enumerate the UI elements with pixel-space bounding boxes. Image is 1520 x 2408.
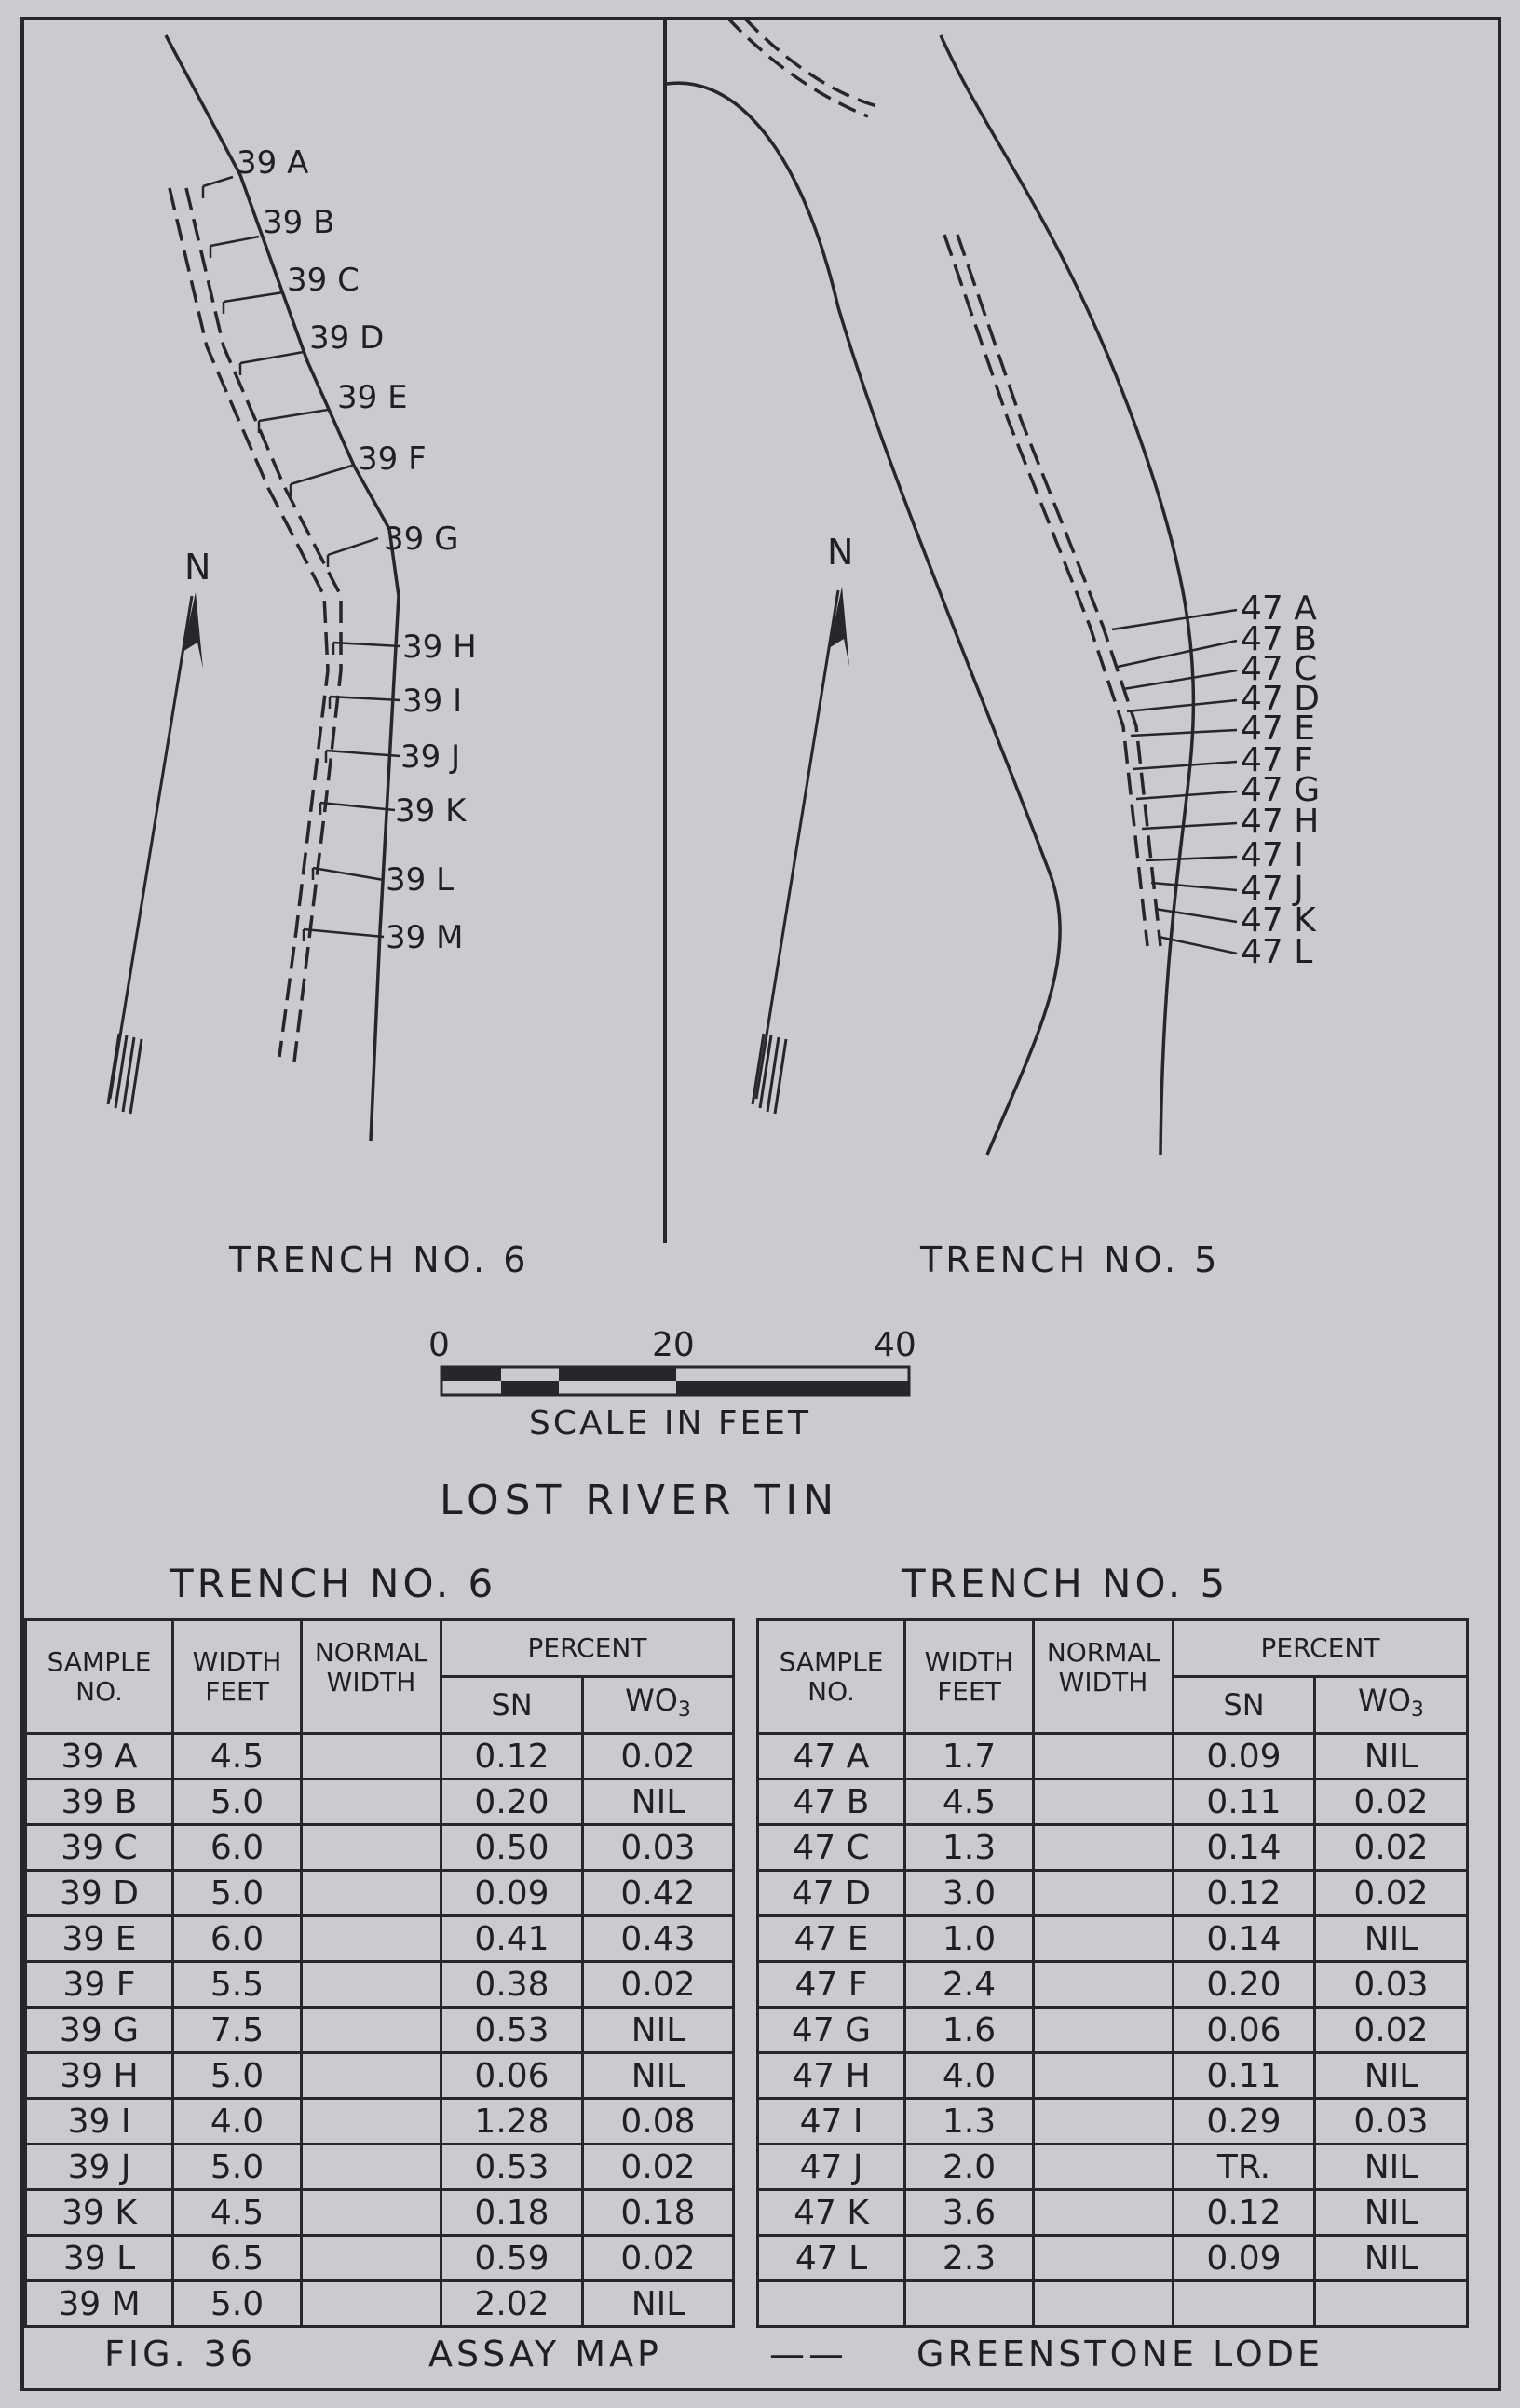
sample-label: 47 G xyxy=(1241,771,1321,809)
cell-wo3: 0.03 xyxy=(583,1825,734,1871)
sample-label: 39 G xyxy=(384,521,459,558)
cell-sn: 0.59 xyxy=(441,2236,583,2281)
cell-width: 1.3 xyxy=(905,1825,1034,1871)
cell-normal xyxy=(1034,1825,1174,1871)
main-title: LOST RIVER TIN xyxy=(440,1477,840,1524)
cell-normal xyxy=(1034,1734,1174,1779)
cell-width: 2.3 xyxy=(905,2236,1034,2281)
table-row xyxy=(26,1825,734,1871)
trench5-sample-labels xyxy=(1241,589,1320,971)
cell-sample: 47 F xyxy=(758,1962,905,2008)
cell-sn: TR. xyxy=(1174,2144,1315,2190)
cell-width: 5.0 xyxy=(173,2144,302,2190)
cell-normal xyxy=(1034,2008,1174,2053)
cell-sample: 39 D xyxy=(26,1871,173,1916)
sn-header: SN xyxy=(441,1677,583,1734)
wo3-header: $WO_3$ xyxy=(1315,1677,1468,1734)
cell-width: 5.0 xyxy=(173,2281,302,2327)
cell-width: 5.0 xyxy=(173,1871,302,1916)
cell-normal xyxy=(1034,1871,1174,1916)
trench5-assay-table xyxy=(756,1618,1469,2328)
sample-label: 47 F xyxy=(1241,741,1313,779)
cell-wo3: NIL xyxy=(1315,2053,1468,2099)
table-row xyxy=(758,1779,1468,1825)
table-row xyxy=(26,2008,734,2053)
cell-sample: 47 I xyxy=(758,2099,905,2144)
figure-dash: —— xyxy=(769,2334,848,2374)
cell-normal xyxy=(1034,1916,1174,1962)
cell-sample: 47 D xyxy=(758,1871,905,1916)
sample-label: 39 C xyxy=(287,262,360,299)
cell-normal xyxy=(302,2190,441,2236)
table-row xyxy=(26,1962,734,2008)
cell-sn: 0.20 xyxy=(1174,1962,1315,2008)
sample-label: 39 E xyxy=(337,379,408,416)
cell-wo3: 0.02 xyxy=(1315,1871,1468,1916)
cell-normal xyxy=(302,1734,441,1779)
cell-sn: 0.11 xyxy=(1174,2053,1315,2099)
sample-label: 47 A xyxy=(1241,589,1317,628)
table-row xyxy=(758,2236,1468,2281)
cell-sn: 0.14 xyxy=(1174,1916,1315,1962)
cell-wo3: 0.02 xyxy=(1315,2008,1468,2053)
table-row xyxy=(758,2144,1468,2190)
cell-wo3: 0.02 xyxy=(583,2236,734,2281)
table-row xyxy=(758,1871,1468,1916)
cell-sn: 0.14 xyxy=(1174,1825,1315,1871)
cell-sample: 47 C xyxy=(758,1825,905,1871)
cell-normal xyxy=(1034,2053,1174,2099)
cell-normal xyxy=(1034,1779,1174,1825)
sample-label: 47 K xyxy=(1241,901,1316,940)
scale-tick-label: 0 xyxy=(428,1326,450,1364)
cell-width: 6.0 xyxy=(173,1916,302,1962)
width-feet-header: WIDTH FEET xyxy=(905,1620,1034,1734)
left-panel-title: TRENCH NO. 6 xyxy=(229,1239,530,1280)
table-header-row xyxy=(758,1620,1468,1677)
wo3-header: $WO_3$ xyxy=(583,1677,734,1734)
width-feet-header: WIDTH FEET xyxy=(173,1620,302,1734)
cell-sample: 47 J xyxy=(758,2144,905,2190)
table-row xyxy=(758,2008,1468,2053)
cell-normal xyxy=(302,1871,441,1916)
river-bank-left xyxy=(667,83,1060,1155)
north-label: N xyxy=(184,547,211,588)
cell-wo3: 0.18 xyxy=(583,2190,734,2236)
sample-label: 39 A xyxy=(237,144,309,182)
cell-sn: 0.09 xyxy=(441,1871,583,1916)
sample-label: 39 H xyxy=(402,629,477,666)
cell-width: 3.0 xyxy=(905,1871,1034,1916)
upper-road-b xyxy=(745,19,880,107)
cell-wo3: NIL xyxy=(1315,1916,1468,1962)
cell-width: 7.5 xyxy=(173,2008,302,2053)
table-row xyxy=(26,2236,734,2281)
cell-sample: 39 J xyxy=(26,2144,173,2190)
cell-sn: 0.12 xyxy=(1174,2190,1315,2236)
cell-normal xyxy=(302,2144,441,2190)
table-row xyxy=(758,1825,1468,1871)
cell-sn: 0.53 xyxy=(441,2144,583,2190)
cell-normal xyxy=(302,1962,441,2008)
sample-label: 47 J xyxy=(1241,870,1304,908)
trench6-outline xyxy=(166,35,399,1141)
sample-label: 39 M xyxy=(386,919,464,956)
cell-width: 2.4 xyxy=(905,1962,1034,2008)
cell-sn: 0.06 xyxy=(441,2053,583,2099)
sample-no-header: SAMPLE NO. xyxy=(758,1620,905,1734)
table-row xyxy=(758,1962,1468,2008)
cell-wo3: NIL xyxy=(583,2053,734,2099)
cell-width: 2.0 xyxy=(905,2144,1034,2190)
cell-normal xyxy=(1034,2281,1174,2327)
sample-label: 39 J xyxy=(400,738,461,776)
north-arrow-right xyxy=(753,532,853,1114)
cell-sn: 0.09 xyxy=(1174,1734,1315,1779)
cell-wo3: NIL xyxy=(1315,2144,1468,2190)
cell-width xyxy=(905,2281,1034,2327)
sample-label: 39 I xyxy=(402,683,463,720)
trench6-table-title: TRENCH NO. 6 xyxy=(170,1561,497,1606)
cell-sn: 0.12 xyxy=(1174,1871,1315,1916)
cell-sn: 0.38 xyxy=(441,1962,583,2008)
cell-normal xyxy=(1034,1962,1174,2008)
cell-width: 4.5 xyxy=(173,1734,302,1779)
sample-label: 39 B xyxy=(263,204,335,241)
cell-wo3: NIL xyxy=(583,2281,734,2327)
cell-sample: 39 K xyxy=(26,2190,173,2236)
cell-sample xyxy=(758,2281,905,2327)
sample-label: 47 I xyxy=(1241,836,1304,874)
scale-tick-label: 40 xyxy=(874,1326,916,1364)
cell-width: 3.6 xyxy=(905,2190,1034,2236)
cell-width: 1.7 xyxy=(905,1734,1034,1779)
cell-normal xyxy=(1034,2099,1174,2144)
table-row xyxy=(758,2190,1468,2236)
table-row xyxy=(26,1916,734,1962)
cell-width: 5.0 xyxy=(173,2053,302,2099)
cell-wo3: 0.02 xyxy=(583,1962,734,2008)
table-row xyxy=(26,1734,734,1779)
sample-label: 47 L xyxy=(1241,933,1313,971)
cell-sample: 39 M xyxy=(26,2281,173,2327)
percent-header: PERCENT xyxy=(441,1620,734,1677)
trench5-dashed-inner xyxy=(957,235,1160,946)
cell-normal xyxy=(1034,2236,1174,2281)
cell-wo3: 0.08 xyxy=(583,2099,734,2144)
river-bank-right xyxy=(941,35,1193,1155)
cell-normal xyxy=(302,1916,441,1962)
cell-sn: 0.12 xyxy=(441,1734,583,1779)
cell-wo3: NIL xyxy=(1315,2236,1468,2281)
cell-normal xyxy=(302,1825,441,1871)
scale-label: SCALE IN FEET xyxy=(529,1404,812,1442)
cell-sn: 0.53 xyxy=(441,2008,583,2053)
cell-normal xyxy=(302,2099,441,2144)
cell-sample: 47 L xyxy=(758,2236,905,2281)
sample-label: 47 D xyxy=(1241,680,1320,718)
cell-wo3 xyxy=(1315,2281,1468,2327)
cell-wo3: 0.02 xyxy=(1315,1825,1468,1871)
cell-width: 4.5 xyxy=(173,2190,302,2236)
table-row xyxy=(26,2053,734,2099)
cell-sample: 39 I xyxy=(26,2099,173,2144)
table-row xyxy=(758,2053,1468,2099)
cell-sn: 0.20 xyxy=(441,1779,583,1825)
scale-tick-label: 20 xyxy=(652,1326,695,1364)
table-row xyxy=(26,1779,734,1825)
table-row xyxy=(26,2281,734,2327)
cell-width: 5.0 xyxy=(173,1779,302,1825)
table-row xyxy=(26,2190,734,2236)
cell-wo3: NIL xyxy=(1315,2190,1468,2236)
north-arrow-tail xyxy=(108,1034,142,1114)
cell-normal xyxy=(302,2053,441,2099)
cell-sample: 39 H xyxy=(26,2053,173,2099)
sn-header: SN xyxy=(1174,1677,1315,1734)
percent-header: PERCENT xyxy=(1174,1620,1468,1677)
sample-label: 47 C xyxy=(1241,650,1318,688)
cell-normal xyxy=(302,2008,441,2053)
cell-sn: 2.02 xyxy=(441,2281,583,2327)
cell-sn: 0.50 xyxy=(441,1825,583,1871)
cell-width: 4.0 xyxy=(173,2099,302,2144)
sample-label: 47 B xyxy=(1241,620,1317,658)
sample-label: 39 F xyxy=(358,440,427,478)
cell-sn: 1.28 xyxy=(441,2099,583,2144)
cell-sample: 39 F xyxy=(26,1962,173,2008)
cell-sample: 47 H xyxy=(758,2053,905,2099)
cell-wo3: 0.02 xyxy=(583,2144,734,2190)
north-label: N xyxy=(827,532,854,573)
cell-sn xyxy=(1174,2281,1315,2327)
cell-sample: 47 B xyxy=(758,1779,905,1825)
trench6-assay-table xyxy=(24,1618,735,2328)
cell-width: 1.6 xyxy=(905,2008,1034,2053)
table-row xyxy=(758,2099,1468,2144)
table-row xyxy=(26,2099,734,2144)
trench5-table-title: TRENCH NO. 5 xyxy=(902,1561,1229,1606)
figure-number: FIG. 36 xyxy=(104,2334,257,2374)
cell-width: 4.0 xyxy=(905,2053,1034,2099)
normal-width-header: NORMAL WIDTH xyxy=(302,1620,441,1734)
normal-width-header: NORMAL WIDTH xyxy=(1034,1620,1174,1734)
cell-wo3: 0.02 xyxy=(583,1734,734,1779)
north-arrow-tail xyxy=(753,1034,786,1114)
cell-normal xyxy=(1034,2190,1174,2236)
sample-label: 47 E xyxy=(1241,710,1315,748)
cell-width: 6.5 xyxy=(173,2236,302,2281)
sample-label: 39 D xyxy=(309,319,385,357)
sample-no-header: SAMPLE NO. xyxy=(26,1620,173,1734)
cell-width: 6.0 xyxy=(173,1825,302,1871)
cell-sample: 39 E xyxy=(26,1916,173,1962)
cell-sample: 47 A xyxy=(758,1734,905,1779)
table-row xyxy=(758,1916,1468,1962)
cell-wo3: 0.42 xyxy=(583,1871,734,1916)
cell-normal xyxy=(302,2236,441,2281)
cell-width: 5.5 xyxy=(173,1962,302,2008)
sample-label: 47 H xyxy=(1241,803,1320,841)
table-row xyxy=(26,1871,734,1916)
cell-wo3: 0.02 xyxy=(1315,1779,1468,1825)
cell-sn: 0.09 xyxy=(1174,2236,1315,2281)
figure-subtitle: GREENSTONE LODE xyxy=(916,2334,1324,2374)
cell-sn: 0.41 xyxy=(441,1916,583,1962)
trench6-map xyxy=(166,35,399,1141)
cell-sample: 39 G xyxy=(26,2008,173,2053)
cell-sample: 47 E xyxy=(758,1916,905,1962)
cell-wo3: NIL xyxy=(583,1779,734,1825)
north-arrow-left xyxy=(108,547,210,1114)
cell-sample: 39 L xyxy=(26,2236,173,2281)
table-header-row xyxy=(26,1620,734,1677)
cell-sample: 47 G xyxy=(758,2008,905,2053)
table-row xyxy=(758,1734,1468,1779)
cell-width: 4.5 xyxy=(905,1779,1034,1825)
figure-title: ASSAY MAP xyxy=(428,2334,662,2374)
cell-sample: 39 C xyxy=(26,1825,173,1871)
table-row xyxy=(758,2281,1468,2327)
scale-bar xyxy=(428,1326,916,1442)
cell-wo3: 0.43 xyxy=(583,1916,734,1962)
cell-normal xyxy=(302,2281,441,2327)
table-row xyxy=(26,2144,734,2190)
cell-sample: 47 K xyxy=(758,2190,905,2236)
cell-sample: 39 B xyxy=(26,1779,173,1825)
cell-wo3: NIL xyxy=(583,2008,734,2053)
cell-sn: 0.18 xyxy=(441,2190,583,2236)
cell-width: 1.3 xyxy=(905,2099,1034,2144)
trench5-dashed-outer xyxy=(944,235,1147,946)
cell-wo3: NIL xyxy=(1315,1734,1468,1779)
cell-sn: 0.29 xyxy=(1174,2099,1315,2144)
cell-normal xyxy=(302,1779,441,1825)
cell-width: 1.0 xyxy=(905,1916,1034,1962)
cell-wo3: 0.03 xyxy=(1315,1962,1468,2008)
cell-sn: 0.06 xyxy=(1174,2008,1315,2053)
cell-sample: 39 A xyxy=(26,1734,173,1779)
cell-normal xyxy=(1034,2144,1174,2190)
sample-label: 39 K xyxy=(395,792,467,830)
cell-wo3: 0.03 xyxy=(1315,2099,1468,2144)
right-panel-title: TRENCH NO. 5 xyxy=(920,1239,1221,1280)
trench5-map xyxy=(667,19,1193,1155)
cell-sn: 0.11 xyxy=(1174,1779,1315,1825)
sample-label: 39 L xyxy=(386,861,455,899)
